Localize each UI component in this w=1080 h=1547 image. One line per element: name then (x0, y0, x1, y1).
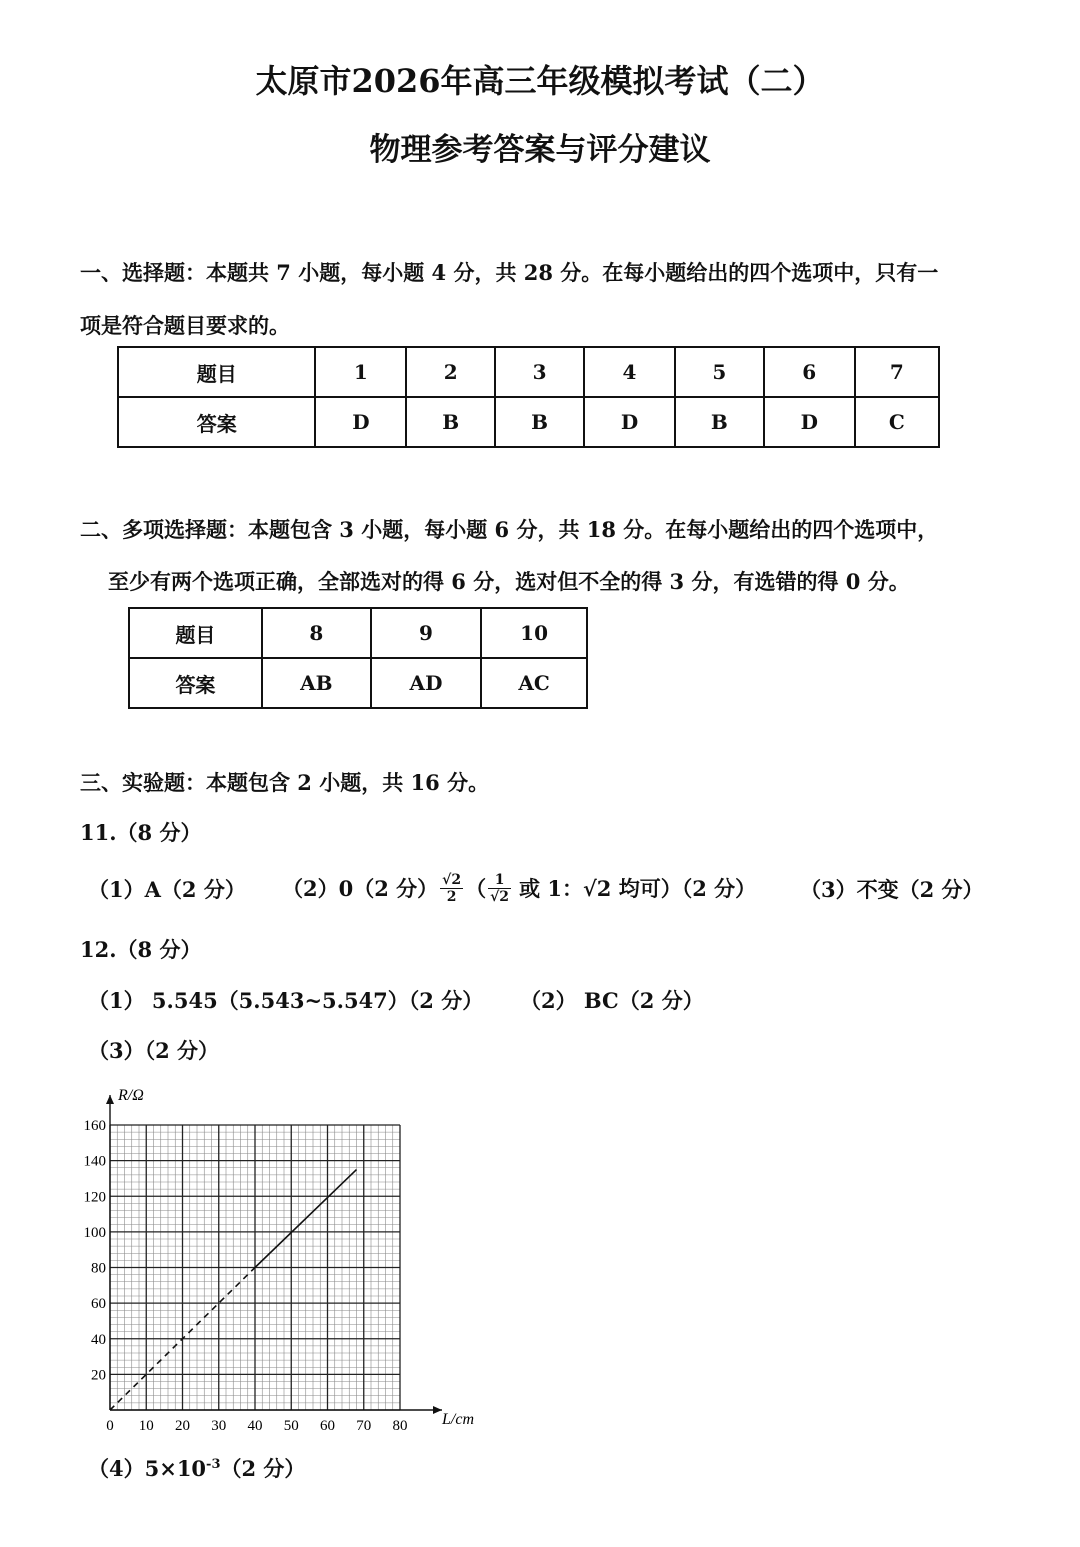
row-header: 答案 (118, 397, 315, 447)
section2-intro-line2: 至少有两个选项正确，全部选对的得 6 分，选对但不全的得 3 分，有选错的得 0 分。 (108, 569, 910, 594)
section1-answer-table (117, 346, 940, 448)
section3-intro: 三、实验题：本题包含 2 小题，共 16 分。 (80, 770, 490, 795)
page-subtitle: 物理参考答案与评分建议 (369, 132, 711, 168)
question-cell: 4 (584, 347, 675, 397)
q12-part4-suffix: （2 分） (220, 1456, 306, 1481)
q12-heading: 12.（8 分） (80, 937, 202, 962)
x-tick-label: 30 (211, 1418, 227, 1434)
question-cell: 3 (495, 347, 584, 397)
x-tick-label: 40 (247, 1418, 263, 1434)
fraction-numerator: √2 (442, 871, 462, 888)
page-title: 太原市2026年高三年级模拟考试（二） (255, 62, 825, 100)
fraction-sqrt2-over-2 (440, 872, 463, 905)
fraction-numerator: 1 (488, 872, 511, 889)
q11-part2 (282, 866, 756, 910)
x-tick-label: 0 (106, 1418, 114, 1434)
section2-intro-line1: 二、多项选择题：本题包含 3 小题，每小题 6 分，共 18 分。在每小题给出的四个选项中， (80, 517, 939, 542)
answer-cell: AB (262, 658, 371, 708)
y-tick-label: 60 (91, 1296, 106, 1313)
q11-part1: （1）A（2 分） (88, 877, 246, 902)
y-tick-label: 120 (83, 1189, 106, 1206)
y-tick-label: 20 (91, 1367, 106, 1384)
answer-cell: B (495, 397, 584, 447)
section1-intro-line2: 项是符合题目要求的。 (80, 313, 290, 338)
row-header: 题目 (129, 608, 262, 658)
question-cell: 8 (262, 608, 371, 658)
question-cell: 10 (481, 608, 587, 658)
x-tick-label: 10 (138, 1418, 154, 1434)
q11-part2-prefix: （2）0（2 分） (282, 876, 439, 901)
x-tick-label: 60 (320, 1418, 335, 1434)
q12-part4-prefix: （4）5×10 (88, 1456, 207, 1481)
answer-cell: AC (481, 658, 587, 708)
table-row (129, 658, 587, 708)
q12-part4 (88, 1453, 305, 1483)
fraction-1-over-sqrt2 (488, 872, 511, 905)
row-header: 答案 (129, 658, 262, 708)
q12-part1: （1） 5.545（5.543~5.547）（2 分） (88, 988, 484, 1013)
fraction-denominator: 2 (446, 888, 457, 905)
y-tick-label: 100 (83, 1224, 106, 1241)
q11-heading: 11.（8 分） (80, 820, 202, 845)
y-axis-arrow (106, 1095, 114, 1104)
y-tick-label: 40 (91, 1331, 106, 1348)
q12-part3: （3）（2 分） (88, 1038, 220, 1063)
paren-open: （ (465, 876, 487, 901)
question-cell: 7 (855, 347, 939, 397)
answer-cell: B (675, 397, 764, 447)
x-tick-label: 70 (356, 1418, 372, 1434)
fraction-denominator: √2 (490, 888, 510, 905)
row-header: 题目 (118, 347, 315, 397)
table-row (118, 347, 939, 397)
table-row (118, 397, 939, 447)
question-cell: 2 (406, 347, 495, 397)
y-tick-label: 160 (83, 1118, 106, 1134)
question-cell: 5 (675, 347, 764, 397)
answer-cell: D (764, 397, 855, 447)
y-tick-label: 80 (91, 1260, 106, 1277)
q12-part4-exponent: -3 (206, 1457, 221, 1472)
x-axis-arrow (433, 1406, 442, 1414)
x-axis-label: L/cm (442, 1411, 474, 1428)
answer-cell: D (315, 397, 406, 447)
resistance-length-chart (60, 1080, 500, 1440)
q12-part2: （2） BC（2 分） (520, 988, 704, 1013)
question-cell: 6 (764, 347, 855, 397)
question-cell: 9 (371, 608, 481, 658)
answer-cell: AD (371, 658, 481, 708)
x-tick-label: 80 (392, 1418, 408, 1434)
section2-answer-table (128, 607, 588, 709)
q11-part3: （3）不变（2 分） (800, 877, 984, 902)
chart-axes (106, 1095, 442, 1414)
answer-cell: D (584, 397, 675, 447)
question-cell: 1 (315, 347, 406, 397)
section1-intro-line1: 一、选择题：本题共 7 小题，每小题 4 分，共 28 分。在每小题给出的四个选项中，只有一 (80, 260, 939, 285)
y-axis-label: R/Ω (118, 1087, 144, 1104)
q11-part2-suffix: 或 1：√2 均可）（2 分） (519, 876, 757, 901)
answer-cell: C (855, 397, 939, 447)
answer-cell: B (406, 397, 495, 447)
y-tick-label: 140 (83, 1153, 106, 1170)
table-row (129, 608, 587, 658)
x-tick-label: 20 (175, 1418, 190, 1434)
x-tick-label: 50 (283, 1418, 299, 1434)
